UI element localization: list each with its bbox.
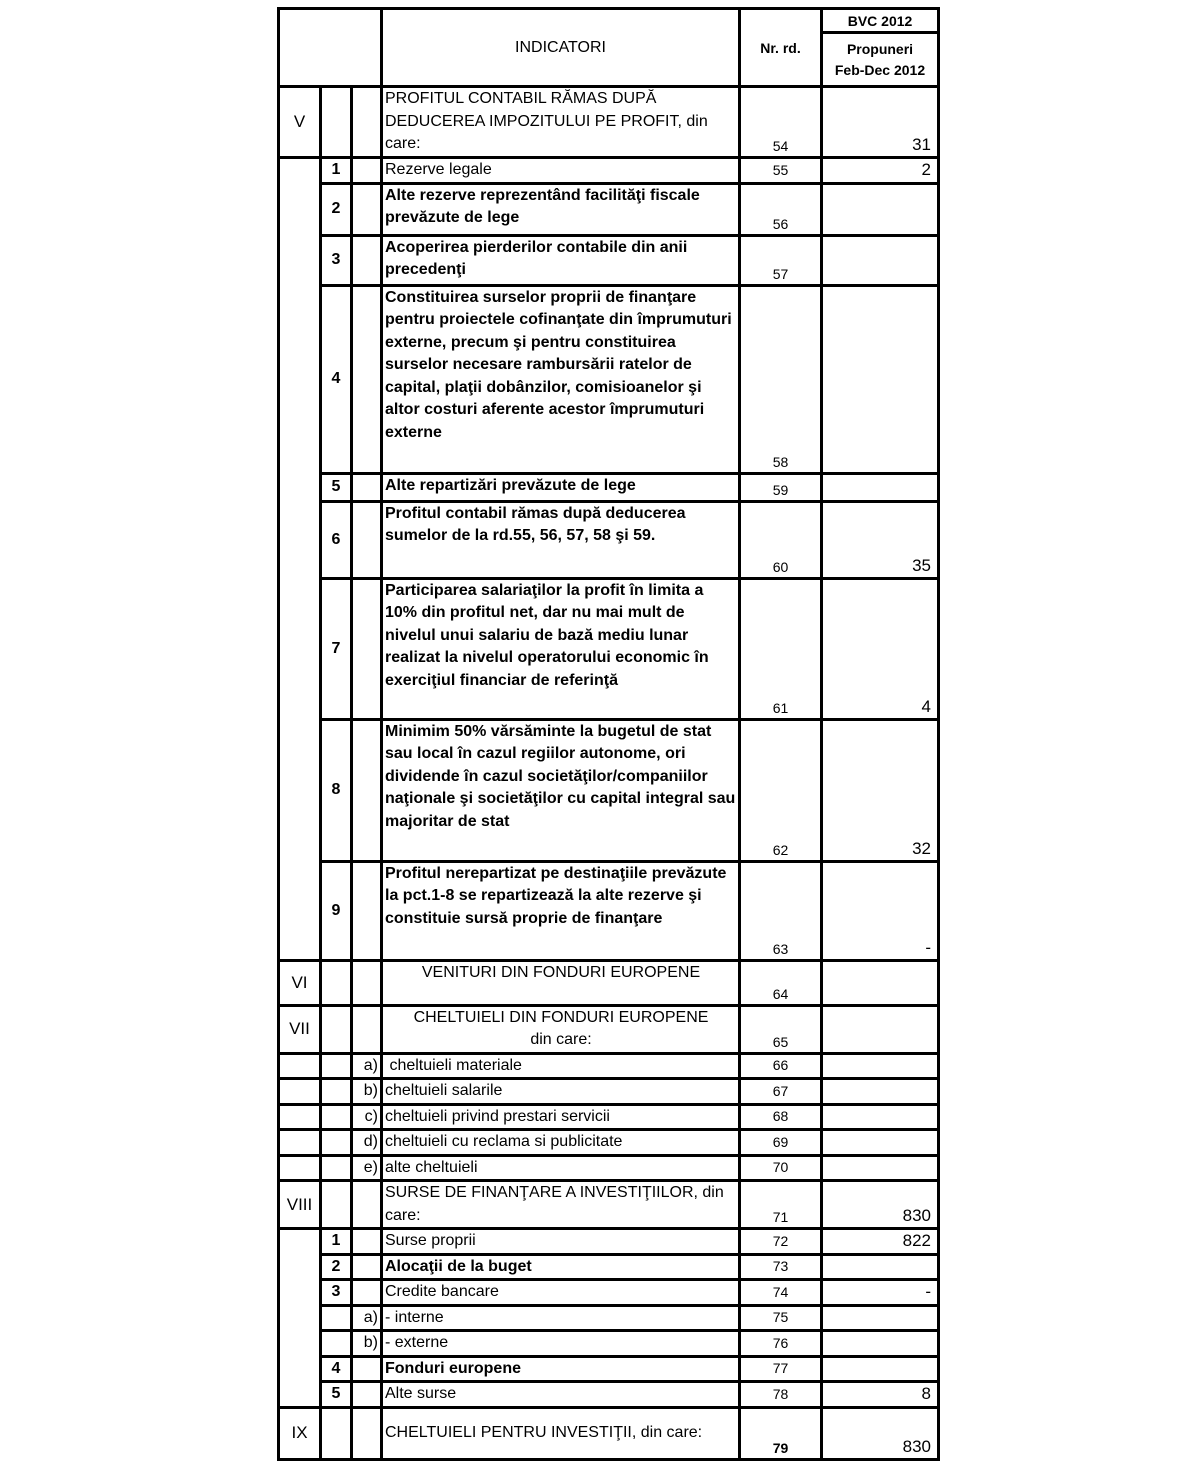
table-row: [279, 501, 939, 578]
row-number: 61: [740, 578, 822, 719]
header-period-label: Feb-Dec 2012: [834, 61, 926, 78]
item-letter: d): [352, 1130, 382, 1156]
table-row: [279, 1053, 939, 1079]
section-number: [279, 1079, 321, 1105]
section-number: IX: [279, 1407, 321, 1459]
value-cell: [822, 285, 939, 473]
item-letter: [352, 1407, 382, 1459]
item-letter: a): [352, 1305, 382, 1331]
value-cell: [822, 235, 939, 285]
table-row: [279, 1356, 939, 1382]
section-number: [279, 1229, 321, 1408]
item-letter: [352, 1181, 382, 1229]
header-proposals: [822, 33, 939, 87]
indicator-text: Profitul contabil rămas după deducerea sumelor de la rd.55, 56, 57, 58 şi 59.: [382, 501, 740, 578]
row-number: 71: [740, 1181, 822, 1229]
row-number: 56: [740, 183, 822, 235]
item-letter: [352, 1382, 382, 1408]
item-letter: a): [352, 1053, 382, 1079]
indicator-text: Alte rezerve reprezentând facilităţi fiscale prevăzute de lege: [382, 183, 740, 235]
row-number: 70: [740, 1155, 822, 1181]
value-cell: 35: [822, 501, 939, 578]
item-number: [321, 1104, 352, 1130]
indicator-text: SURSE DE FINANŢARE A INVESTIŢIILOR, din care:: [382, 1181, 740, 1229]
section-number: [279, 1155, 321, 1181]
table-row: [279, 1104, 939, 1130]
value-cell: [822, 1079, 939, 1105]
item-number: [321, 1305, 352, 1331]
value-cell: [822, 1104, 939, 1130]
table-row: [279, 719, 939, 861]
row-number: 59: [740, 473, 822, 501]
item-number: 4: [321, 1356, 352, 1382]
item-letter: [352, 1356, 382, 1382]
indicator-title: CHELTUIELI DIN FONDURI EUROPENE: [413, 1008, 709, 1026]
value-cell: 4: [822, 578, 939, 719]
row-number: 64: [740, 960, 822, 1005]
row-number: 67: [740, 1079, 822, 1105]
item-letter: b): [352, 1331, 382, 1357]
item-number: 1: [321, 158, 352, 184]
item-number: [321, 960, 352, 1005]
value-cell: [822, 473, 939, 501]
item-number: [321, 1053, 352, 1079]
value-cell: [822, 1005, 939, 1053]
item-letter: c): [352, 1104, 382, 1130]
indicator-text: cheltuieli materiale: [382, 1053, 740, 1079]
indicator-subtitle: din care:: [530, 1031, 592, 1048]
indicator-text: Fonduri europene: [382, 1356, 740, 1382]
table-row: [279, 285, 939, 473]
indicator-text: PROFITUL CONTABIL RĂMAS DUPĂ DEDUCEREA IMPOZITULUI PE PROFIT, din care:: [382, 87, 740, 158]
value-cell: 32: [822, 719, 939, 861]
table-row: [279, 1382, 939, 1408]
item-number: 6: [321, 501, 352, 578]
value-cell: 822: [822, 1229, 939, 1255]
item-number: 5: [321, 1382, 352, 1408]
row-number: 78: [740, 1382, 822, 1408]
item-number: 5: [321, 473, 352, 501]
indicator-text: - interne: [382, 1305, 740, 1331]
item-number: [321, 87, 352, 158]
indicator-text: - externe: [382, 1331, 740, 1357]
table-row: [279, 578, 939, 719]
section-number: VI: [279, 960, 321, 1005]
table-row: [279, 1181, 939, 1229]
item-letter: [352, 861, 382, 960]
item-letter: [352, 1280, 382, 1306]
table-row: [279, 235, 939, 285]
table-row: [279, 1254, 939, 1280]
header-row-number: Nr. rd.: [740, 9, 822, 87]
row-number: 62: [740, 719, 822, 861]
value-cell: [822, 1130, 939, 1156]
value-cell: [822, 1331, 939, 1357]
section-number: VII: [279, 1005, 321, 1053]
indicator-text: Credite bancare: [382, 1280, 740, 1306]
table-row: [279, 1155, 939, 1181]
item-number: 3: [321, 1280, 352, 1306]
row-number: 74: [740, 1280, 822, 1306]
indicator-text: alte cheltuieli: [382, 1155, 740, 1181]
header-blank-cell: [279, 9, 382, 87]
indicator-text: Constituirea surselor proprii de finanţare pentru proiectele cofinanţate din împrumuturi externe, precum şi pentru constituirea surselor necesare rambursării ratelor de capital, plaţii dobânzilor, comisioanelor şi altor costuri aferente acestor împrumuturi externe: [382, 285, 740, 473]
table-row: [279, 1305, 939, 1331]
value-cell: [822, 1305, 939, 1331]
item-number: [321, 1407, 352, 1459]
row-number: 55: [740, 158, 822, 184]
row-number: 75: [740, 1305, 822, 1331]
table-row: [279, 87, 939, 158]
section-number: V: [279, 87, 321, 158]
header-bvc-2012: BVC 2012: [822, 9, 939, 33]
indicator-text: Acoperirea pierderilor contabile din anii precedenţi: [382, 235, 740, 285]
table-row: [279, 183, 939, 235]
value-cell: [822, 1155, 939, 1181]
value-cell: [822, 1053, 939, 1079]
value-cell: [822, 1254, 939, 1280]
value-cell: [822, 960, 939, 1005]
indicator-text: Surse proprii: [382, 1229, 740, 1255]
indicator-text: Alte surse: [382, 1382, 740, 1408]
item-number: 2: [321, 1254, 352, 1280]
item-letter: b): [352, 1079, 382, 1105]
item-letter: [352, 1005, 382, 1053]
item-letter: [352, 285, 382, 473]
budget-table-document: [277, 7, 937, 1461]
section-number: VIII: [279, 1181, 321, 1229]
table-row: [279, 1005, 939, 1053]
table-row: [279, 960, 939, 1005]
item-letter: [352, 87, 382, 158]
header-proposals-label: Propuneri: [846, 40, 914, 57]
row-number: 68: [740, 1104, 822, 1130]
row-number: 60: [740, 501, 822, 578]
item-number: 2: [321, 183, 352, 235]
row-number: 69: [740, 1130, 822, 1156]
row-number: 66: [740, 1053, 822, 1079]
item-letter: [352, 1229, 382, 1255]
table-row: [279, 1331, 939, 1357]
item-number: 8: [321, 719, 352, 861]
row-number: 76: [740, 1331, 822, 1357]
item-number: 3: [321, 235, 352, 285]
value-cell: -: [822, 861, 939, 960]
item-letter: [352, 183, 382, 235]
value-cell: -: [822, 1280, 939, 1306]
row-number: 58: [740, 285, 822, 473]
header-indicators: INDICATORI: [382, 9, 740, 87]
item-letter: [352, 719, 382, 861]
value-cell: [822, 183, 939, 235]
item-number: 9: [321, 861, 352, 960]
table-row: [279, 473, 939, 501]
item-number: [321, 1079, 352, 1105]
row-number: 57: [740, 235, 822, 285]
section-number: [279, 158, 321, 961]
row-number: 63: [740, 861, 822, 960]
table-row: [279, 158, 939, 184]
item-number: 4: [321, 285, 352, 473]
indicator-text: [382, 1005, 740, 1053]
table-row: [279, 1407, 939, 1459]
item-letter: e): [352, 1155, 382, 1181]
indicator-text: Alte repartizări prevăzute de lege: [382, 473, 740, 501]
value-cell: 31: [822, 87, 939, 158]
row-number: 54: [740, 87, 822, 158]
row-number: 73: [740, 1254, 822, 1280]
table-row: [279, 1130, 939, 1156]
item-number: [321, 1331, 352, 1357]
item-number: 1: [321, 1229, 352, 1255]
value-cell: 830: [822, 1407, 939, 1459]
indicator-text: cheltuieli cu reclama si publicitate: [382, 1130, 740, 1156]
table-row: [279, 1280, 939, 1306]
row-number: 72: [740, 1229, 822, 1255]
table-row: [279, 1079, 939, 1105]
table-row: [279, 861, 939, 960]
section-number: [279, 1104, 321, 1130]
section-number: [279, 1053, 321, 1079]
item-number: [321, 1130, 352, 1156]
row-number: 77: [740, 1356, 822, 1382]
item-letter: [352, 1254, 382, 1280]
indicator-text: Alocaţii de la buget: [382, 1254, 740, 1280]
item-letter: [352, 578, 382, 719]
item-number: [321, 1155, 352, 1181]
value-cell: 830: [822, 1181, 939, 1229]
item-number: [321, 1181, 352, 1229]
indicator-text: Participarea salariaţilor la profit în limita a 10% din profitul net, dar nu mai mult de nivelul unui salariu de bază mediu lunar realizat la nivelul operatorului economic în exerciţiul financiar de referinţă: [382, 578, 740, 719]
indicator-text: cheltuieli salarile: [382, 1079, 740, 1105]
row-number: 79: [740, 1407, 822, 1459]
indicator-text: VENITURI DIN FONDURI EUROPENE: [382, 960, 740, 1005]
table-row: [279, 1229, 939, 1255]
indicators-table: [277, 7, 940, 1461]
value-cell: [822, 1356, 939, 1382]
table-header-row: [279, 9, 939, 33]
indicator-text: Minimim 50% vărsăminte la bugetul de stat sau local în cazul regiilor autonome, ori dividende în cazul societăţilor/companiilor naţionale şi societăţilor cu capital integral sau majoritar de stat: [382, 719, 740, 861]
item-letter: [352, 158, 382, 184]
indicator-text: Rezerve legale: [382, 158, 740, 184]
indicator-text: cheltuieli privind prestari servicii: [382, 1104, 740, 1130]
row-number: 65: [740, 1005, 822, 1053]
value-cell: 8: [822, 1382, 939, 1408]
section-number: [279, 1130, 321, 1156]
indicator-text: Profitul nerepartizat pe destinaţiile prevăzute la pct.1-8 se repartizează la alte rezerve şi constituie sursă proprie de finanţare: [382, 861, 740, 960]
item-number: [321, 1005, 352, 1053]
item-number: 7: [321, 578, 352, 719]
item-letter: [352, 501, 382, 578]
indicator-text: CHELTUIELI PENTRU INVESTIŢII, din care:: [382, 1407, 740, 1459]
item-letter: [352, 235, 382, 285]
item-letter: [352, 960, 382, 1005]
item-letter: [352, 473, 382, 501]
value-cell: 2: [822, 158, 939, 184]
